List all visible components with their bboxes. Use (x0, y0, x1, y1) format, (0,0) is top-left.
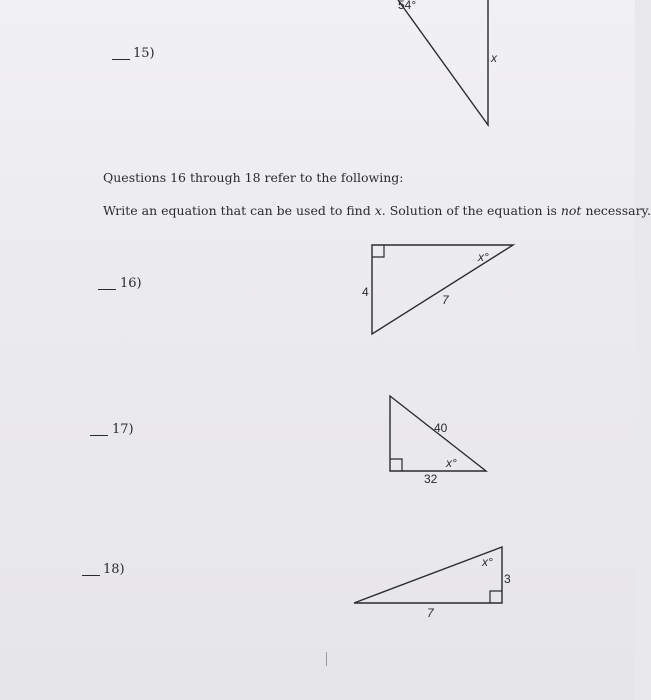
question-number-17: 17) (112, 422, 134, 437)
prompt-part-2: . Solution of the equation is (381, 203, 561, 218)
prompt-part-1: Write an equation that can be used to find (103, 203, 375, 218)
prompt-part-3: necessary. (581, 203, 651, 218)
prompt-emphasis: not (560, 203, 582, 218)
instructions-heading: Questions 16 through 18 refer to the following: (103, 170, 404, 185)
q15-side-label: x (491, 51, 497, 65)
prompt-variable: x (374, 203, 382, 218)
q18-right-angle-mark (490, 591, 502, 603)
question-number-15: 15) (133, 46, 155, 61)
q18-triangle (354, 547, 502, 603)
q18-base-label: 7 (427, 606, 434, 620)
q17-base-label: 32 (424, 472, 438, 486)
pencil-mark (326, 652, 327, 666)
q16-hypotenuse-label: 7 (442, 293, 449, 307)
q17-angle-label: x° (446, 456, 457, 470)
q18-angle-label: x° (482, 555, 493, 569)
q17-hypotenuse-label: 40 (434, 421, 448, 435)
q16-angle-label: x° (478, 250, 489, 264)
q18-vertical-side-label: 3 (504, 572, 511, 586)
q16-vertical-side-label: 4 (362, 285, 369, 299)
question-number-18: 18) (103, 562, 125, 577)
question-number-16: 16) (120, 276, 142, 291)
q15-angle-label: 54° (398, 0, 417, 12)
